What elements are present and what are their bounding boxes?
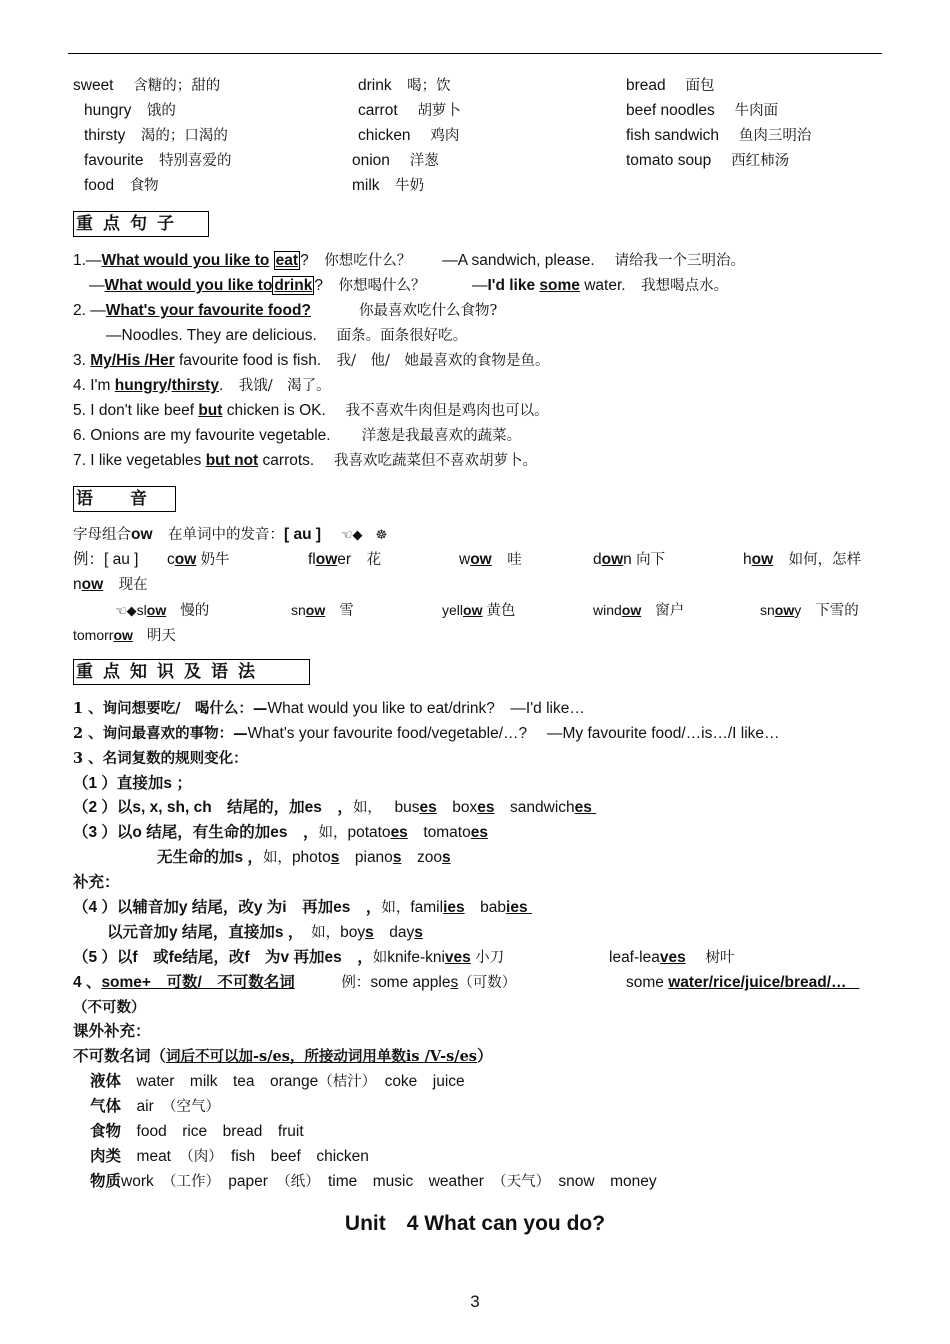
vocab-item: tomato soup 西红柿汤 <box>626 152 790 169</box>
grammar-point-4: 4 、some+ 可数/ 不可数名词 例：some apples（可数） <box>73 974 517 991</box>
plural-rule-4b: 以元音加y 结尾，直接加s ， 如，boys days <box>107 924 423 941</box>
plural-rule-3: （3 ）以o 结尾，有生命的加es ，如，potatoes tomatoes <box>73 824 488 841</box>
header-rule <box>68 53 882 54</box>
sentence-4: 4. I'm hungry/thirsty. 我饿/ 渴了。 <box>73 377 331 394</box>
vocab-item: drink 喝；饮 <box>358 77 451 94</box>
phonetic-word-tomorrow: tomorrow 明天 <box>73 627 176 644</box>
vocab-item: fish sandwich 鱼肉三明治 <box>626 127 812 144</box>
page-number: 3 <box>470 1292 480 1311</box>
phonetic-word-snow: snow 雪 <box>291 602 354 619</box>
phonetic-word-down: down 向下 <box>593 551 666 568</box>
category-food: 食物 food rice bread fruit <box>90 1123 304 1140</box>
phonetic-word-flower: flower 花 <box>308 551 382 568</box>
sentence-1a: 1.—What would you like to eat ? 你想吃什么？ —A sandwich, please. 请给我一个三明治。 <box>73 252 746 269</box>
grammar-point-3: 3 、名词复数的规则变化： <box>73 750 248 767</box>
section-heading-sentences: 重点句子 <box>73 211 209 237</box>
sentence-6: 6. Onions are my favourite vegetable. 洋葱是我最喜欢的蔬菜。 <box>73 427 522 444</box>
phonetics-intro: 字母组合ow 在单词中的发音：[ au ] ☜◆ ☸ <box>73 526 388 543</box>
uncountable-title: 不可数名词（词后不可以加-s/es，所接动词用单数is /V-s/es） <box>73 1048 493 1065</box>
sentence-2-answer: —Noodles. They are delicious. 面条。面条很好吃。 <box>106 327 468 344</box>
vocab-item: beef noodles 牛肉面 <box>626 102 779 119</box>
grammar-point-1: 1 、询问想要吃/ 喝什么：—What would you like to eat/drink? —I'd like… <box>73 700 585 717</box>
sentence-7: 7. I like vegetables but not carrots. 我喜欢吃蔬菜但不喜欢胡萝卜。 <box>73 452 538 469</box>
sentence-2: 2. —What's your favourite food? <box>73 302 311 319</box>
plural-rule-3b: 无生命的加s ，如，photos pianos zoos <box>157 849 451 866</box>
sentence-2-cn: 你最喜欢吃什么食物? <box>359 303 498 319</box>
sentence-3: 3. My/His /Her favourite food is fish. 我/ 他/ 她最喜欢的食物是鱼。 <box>73 352 550 369</box>
phonetic-word-how: how 如何，怎样 <box>743 551 862 568</box>
phonetic-word-window: window 窗户 <box>593 602 685 619</box>
vocab-item: onion 洋葱 <box>352 152 439 169</box>
sentence-5: 5. I don't like beef but chicken is OK. 我不喜欢牛肉但是鸡肉也可以。 <box>73 402 549 419</box>
plural-rule-4: （4 ）以辅音加y 结尾，改y 为i 再加es ，如，families babies <box>73 899 528 916</box>
vocab-item: milk 牛奶 <box>352 177 425 194</box>
phonetic-example-label: 例：[ au ] <box>73 551 139 568</box>
vocab-item: food 食物 <box>84 177 159 194</box>
phonetic-word-cow: cow 奶牛 <box>167 551 230 568</box>
plural-rule-5-example-2: leaf-leaves 树叶 <box>609 949 735 966</box>
phonetic-word-snowy: snowy 下雪的 <box>760 602 859 619</box>
category-substance: 物质work （工作） paper （纸） time music weather （天气） snow money <box>90 1173 657 1190</box>
vocab-item: favourite 特别喜爱的 <box>84 152 232 169</box>
vocab-item: sweet 含糖的；甜的 <box>73 77 221 94</box>
unit-title: Unit 4 What can you do? <box>344 1212 606 1235</box>
section-heading-grammar: 重点知识及语法 <box>73 659 310 685</box>
category-liquid: 液体 water milk tea orange（桔汁） coke juice <box>90 1073 465 1090</box>
vocab-item: carrot 胡萝卜 <box>358 102 461 119</box>
plural-rule-5: （5 ）以f 或fe结尾，改f 为v 再加es ，如knife-knives 小刀 <box>73 949 505 966</box>
sentence-1b: —What would you like to drink ? 你想喝什么？ —I'd like some water. 我想喝点水。 <box>89 277 729 294</box>
uncountable-note: （不可数） <box>73 999 146 1016</box>
grammar-point-2: 2 、询问最喜欢的事物：—What's your favourite food/vegetable/…? —My favourite food/…is…/I like… <box>73 725 780 742</box>
supplement-label: 补充： <box>73 874 120 891</box>
phonetic-word-yellow: yellow 黄色 <box>442 602 516 619</box>
vocab-item: bread 面包 <box>626 77 715 94</box>
vocab-item: chicken 鸡肉 <box>358 127 460 144</box>
plural-rule-2: （2 ）以s, x, sh, ch 结尾的，加es ，如， buses boxes sandwiches <box>73 799 592 816</box>
grammar-point-4-example-2: some water/rice/juice/bread/… <box>626 974 847 991</box>
phonetic-word-wow: wow 哇 <box>459 551 522 568</box>
phonetic-row-2-words: ☜◆slow 慢的 <box>115 602 210 619</box>
phonetic-word-now: now 现在 <box>73 576 148 593</box>
extra-label: 课外补充： <box>73 1023 151 1040</box>
vocab-item: hungry 饿的 <box>84 102 176 119</box>
phonetic-symbols: ☜◆ <box>115 604 137 619</box>
category-meat: 肉类 meat （肉） fish beef chicken <box>90 1148 369 1165</box>
phonetic-symbols: ☜◆ ☸ <box>340 528 388 543</box>
plural-rule-1: （1 ）直接加s ； <box>73 775 192 792</box>
vocab-item: thirsty 渴的；口渴的 <box>84 127 228 144</box>
section-heading-phonetics: 语 音 <box>73 486 176 512</box>
category-gas: 气体 air （空气） <box>90 1098 221 1115</box>
